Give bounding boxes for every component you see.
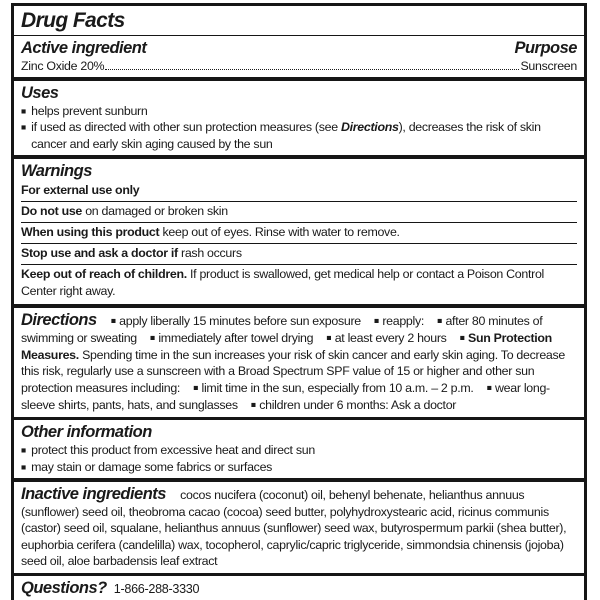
warning-text: on damaged or broken skin (85, 204, 228, 218)
direction-item-text: after 80 minutes of swimming or sweating (21, 313, 543, 345)
bullet-square-icon: ■ (150, 332, 156, 343)
warning-row (21, 243, 577, 264)
purpose-value: Sunscreen (520, 59, 577, 73)
warning-row (21, 264, 577, 302)
direction-item (193, 381, 483, 395)
warning-row (21, 181, 577, 201)
direction-item-text: limit time in the sun, especially from 10 a.m. – 2 p.m. (201, 381, 474, 395)
questions-section (14, 576, 584, 600)
bullet-square-icon: ■ (193, 382, 199, 393)
bullet-square-icon: ■ (486, 382, 492, 393)
direction-item (150, 331, 323, 345)
active-ingredient-value: Zinc Oxide 20% (21, 59, 105, 73)
warning-text: If product is swallowed, get medical help or contact a Poison Control Center right away. (21, 267, 544, 298)
bullet-square-icon: ■ (437, 315, 443, 325)
inactive-ingredients-heading: Inactive ingredients (21, 484, 166, 503)
direction-item-text: immediately after towel drying (158, 331, 314, 345)
questions-heading: Questions? (21, 579, 107, 597)
bullet-square-icon: ■ (110, 315, 116, 325)
bullet-square-icon: ■ (21, 461, 27, 472)
warning-lead: Keep out of reach of children. (21, 267, 187, 281)
other-info-item (21, 442, 577, 459)
warning-text: keep out of eyes. Rinse with water to remove. (162, 225, 400, 239)
active-ingredient-heading: Active ingredient (21, 39, 147, 57)
direction-item-text: reapply: (382, 313, 425, 328)
directions-paragraph (21, 310, 577, 414)
inactive-ingredients-section (14, 482, 584, 573)
inactive-ingredients-paragraph (21, 484, 577, 570)
direction-item (111, 314, 371, 328)
warning-lead: For external use only (21, 183, 140, 197)
other-info-item-text: protect this product from excessive heat and direct sun (31, 443, 315, 457)
bullet-square-icon: ■ (459, 332, 465, 343)
bullet-square-icon: ■ (21, 105, 27, 116)
drug-facts-panel (11, 3, 587, 600)
other-info-item (21, 459, 577, 476)
direction-item-text: at least every 2 hours (334, 331, 447, 345)
direction-item (374, 314, 434, 328)
purpose-heading: Purpose (514, 39, 577, 57)
use-item (21, 103, 577, 120)
bullet-square-icon: ■ (374, 315, 380, 325)
warning-lead: Stop use and ask a doctor if (21, 246, 178, 260)
bullet-square-icon: ■ (21, 445, 27, 455)
direction-item-text: children under 6 months: Ask a doctor (259, 398, 457, 412)
direction-item (251, 398, 456, 412)
use-item (21, 119, 577, 152)
use-item-text: if used as directed with other sun protection measures (see Directions), decreases the risk of skin cancer and early skin aging caused by the sun (31, 120, 541, 151)
bullet-square-icon: ■ (21, 122, 27, 132)
drug-facts-title: Drug Facts (21, 9, 125, 32)
direction-item-text: Sun Protection Measures. (21, 331, 552, 362)
inactive-ingredients-text: cocos nucifera (coconut) oil, behenyl behenate, helianthus annuus (sunflower) seed oil, theobroma cacao (cocoa) seed butter, polyhydroxystearic acid, ricinus communis (castor) seed oil, squalane, helianthus annuus (sunflower) seed wax, butyrospermum parkii (shea butter), euphorbia cerifera (candelilla) wax, tocopherol, caprylic/capric triglyceride, simmondsia chinensis (jojoba) seed oil, aloe barbadensis leaf extract (21, 487, 567, 568)
active-ingredient-section (14, 36, 584, 77)
warnings-heading: Warnings (21, 161, 92, 180)
uses-section (14, 81, 584, 156)
warnings-section (14, 159, 584, 305)
warning-lead: Do not use (21, 204, 83, 218)
questions-phone: 1-866-288-3330 (113, 582, 200, 596)
bullet-square-icon: ■ (250, 399, 257, 410)
warning-text: rash occurs (181, 246, 242, 260)
dotted-leader (105, 69, 519, 70)
other-info-item-text: may stain or damage some fabrics or surfaces (31, 459, 273, 474)
warning-row (21, 201, 577, 222)
other-information-heading: Other information (21, 423, 152, 441)
use-item-text: helps prevent sunburn (31, 103, 148, 118)
directions-section (14, 308, 584, 417)
direction-item-text: Spending time in the sun increases your risk of skin cancer and early skin aging. To decrease this risk, regularly use a sunscreen with a Broad Spectrum SPF value of 15 or higher and other sun protection measures including: (21, 347, 565, 395)
warning-row (21, 222, 577, 243)
direction-item-text: apply liberally 15 minutes before sun exposure (119, 313, 361, 328)
uses-heading: Uses (21, 83, 59, 102)
other-information-section (14, 420, 584, 478)
warning-lead: When using this product (21, 225, 160, 239)
bullet-square-icon: ■ (326, 332, 332, 343)
direction-item-text: wear long-sleeve shirts, pants, hats, and sunglasses (21, 381, 550, 412)
directions-heading: Directions (21, 310, 97, 329)
direction-item (326, 331, 456, 345)
